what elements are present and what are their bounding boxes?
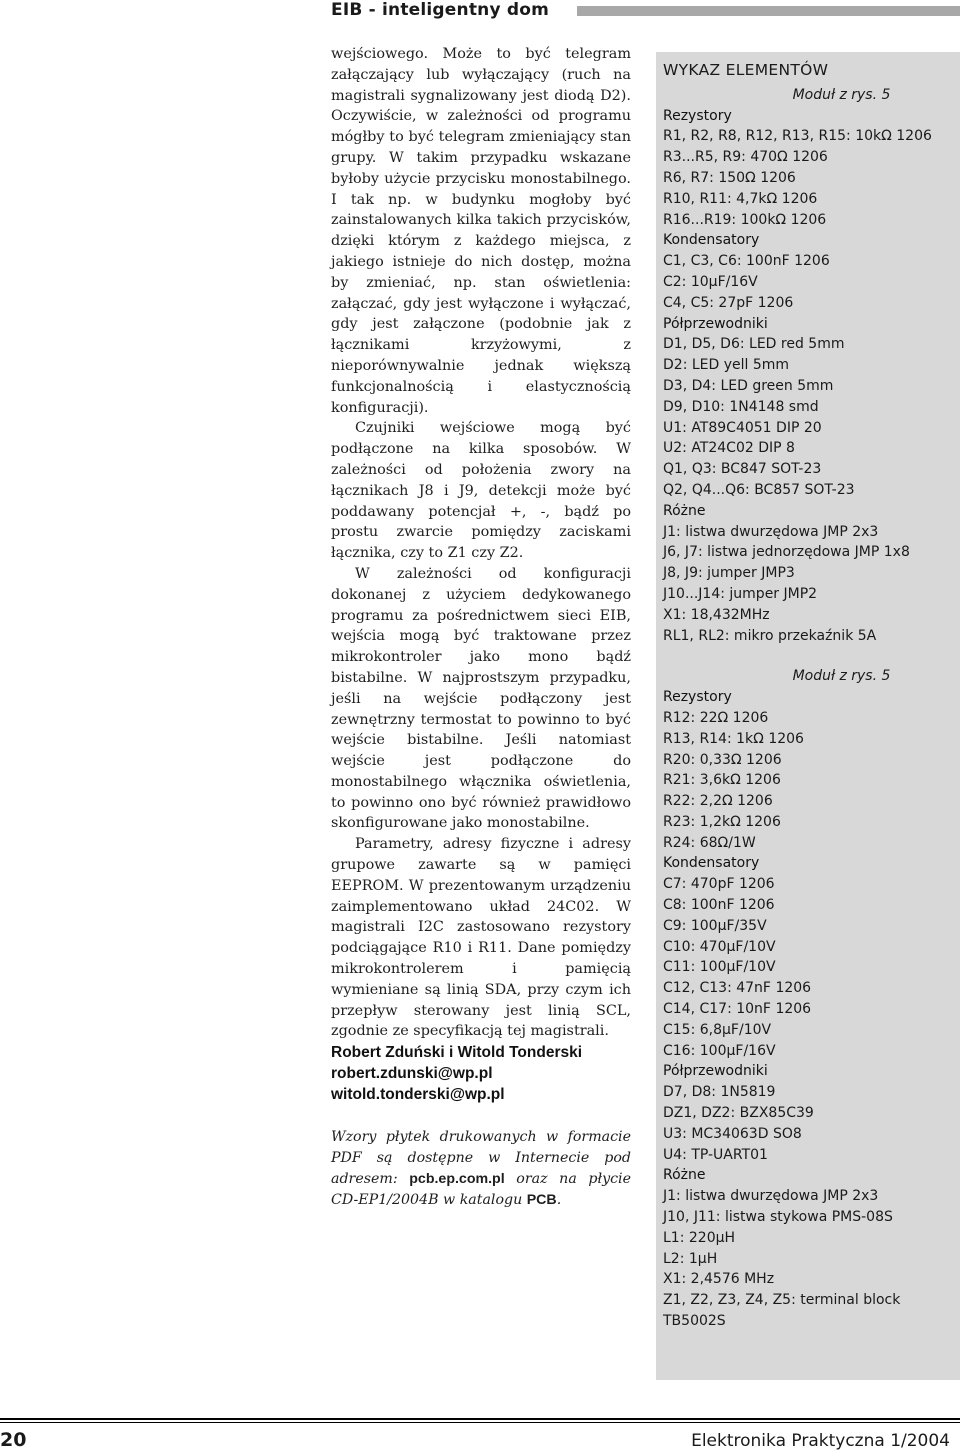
part-item: J10...J14: jumper JMP2 [663, 585, 818, 602]
part-item: R12: 22Ω 1206 [663, 709, 769, 726]
note-link[interactable]: pcb.ep.com.pl [409, 1170, 505, 1187]
body-paragraph: Czujniki wejściowe mogą być podłączone na kilka sposobów. W zależności od położenia zwory na łącznikach J8 i J9, detekcji może być poddawany potencjał +, -, bądź po prostu zwarcie pomiędzy zaciskami łącznika, czy to Z1 czy Z2. [331, 420, 631, 562]
part-item: RL1, RL2: mikro przekaźnik 5A [663, 627, 877, 644]
part-item: C16: 100µF/16V [663, 1042, 776, 1059]
part-item: J1: listwa dwurzędowa JMP 2x3 [663, 1188, 879, 1205]
part-item: C15: 6,8µF/10V [663, 1021, 772, 1038]
author-email-2[interactable]: witold.tonderski@wp.pl [331, 1086, 505, 1104]
part-item: R21: 3,6kΩ 1206 [663, 772, 781, 789]
module-1-parts [663, 106, 950, 647]
footer-rule [0, 1418, 960, 1420]
part-item: J10, J11: listwa stykowa PMS-08S [663, 1209, 893, 1226]
parts-category: Rezystory [663, 689, 732, 706]
parts-category: Różne [663, 502, 706, 519]
part-item: C8: 100nF 1206 [663, 897, 775, 914]
part-item: U3: MC34063D SO8 [663, 1125, 802, 1142]
part-item: C10: 470µF/10V [663, 938, 776, 955]
part-item: X1: 18,432MHz [663, 606, 770, 623]
page-number: 20 [0, 1429, 27, 1451]
footer-rule-thin [0, 1422, 960, 1423]
part-item: R22: 2,2Ω 1206 [663, 793, 773, 810]
module-heading: Moduł z rys. 5 [792, 86, 891, 103]
part-item: R24: 68Ω/1W [663, 834, 756, 851]
part-item: DZ1, DZ2: BZX85C39 [663, 1105, 814, 1122]
article-text-column [331, 44, 631, 1210]
pcb-download-note [331, 1127, 631, 1210]
running-header-title: EIB - inteligentny dom [331, 0, 550, 20]
module-heading: Moduł z rys. 5 [792, 668, 891, 685]
body-paragraph: wejściowego. Może to być telegram załączający lub wyłączający (ruch na magistrali sygnalizowany jest diodą D2). Oczywiście, w zależności od programu mógłby to być telegram zmieniający stan grupy. W takim przypadku wskazane byłoby użycie przycisku monostabilnego. I tak np. w budynku mogłoby być zainstalowanych kilka takich przycisków, dzięki którym z każdego miejsca, z jakiego istnieje do nich dostęp, można by zmieniać, np. stan oświetlenia: załączać, gdy jest wyłączone i wyłączać, gdy jest załączone (podobnie jak z łącznikami krzyżowymi, z nieporównywalnie jednak większą funkcjonalnością i elastycznością konfiguracji). [331, 46, 631, 416]
part-item: C14, C17: 10nF 1206 [663, 1001, 812, 1018]
part-item: D7, D8: 1N5819 [663, 1084, 776, 1101]
part-item: Z1, Z2, Z3, Z4, Z5: terminal block TB5002S [663, 1292, 901, 1330]
authors-block [331, 1042, 631, 1105]
part-item: Q1, Q3: BC847 SOT-23 [663, 461, 822, 478]
note-folder: PCB [526, 1191, 557, 1208]
part-item: R6, R7: 150Ω 1206 [663, 169, 796, 186]
author-names: Robert Zduński i Witold Tonderski [331, 1044, 583, 1062]
part-item: U2: AT24C02 DIP 8 [663, 440, 795, 457]
part-item: L1: 220µH [663, 1229, 736, 1246]
part-item: U4: TP-UART01 [663, 1146, 768, 1163]
header-decorative-bar [577, 6, 960, 16]
module-2-parts [663, 687, 950, 1332]
note-text: . [556, 1191, 562, 1208]
part-item: D9, D10: 1N4148 smd [663, 398, 819, 415]
part-item: J1: listwa dwurzędowa JMP 2x3 [663, 523, 879, 540]
parts-category: Półprzewodniki [663, 315, 768, 332]
part-item: C11: 100µF/10V [663, 959, 776, 976]
part-item: R1, R2, R8, R12, R13, R15: 10kΩ 1206 [663, 128, 932, 145]
part-item: Q2, Q4...Q6: BC857 SOT-23 [663, 481, 855, 498]
part-item: C2: 10µF/16V [663, 273, 758, 290]
part-item: R3...R5, R9: 470Ω 1206 [663, 149, 828, 166]
parts-list-sidebar [656, 52, 960, 1380]
part-item: R10, R11: 4,7kΩ 1206 [663, 190, 818, 207]
body-paragraph: Parametry, adresy fizyczne i adresy grupowe zawarte są w pamięci EEPROM. W prezentowanym urządzeniu zaimplementowano układ 24C02. W magistrali I2C zastosowano rezystory podciągające R10 i R11. Dane pomiędzy mikrokontrolerem i pamięcią wymieniane są linią SDA, przy czym ich przepływ sterowany jest linią SCL, zgodnie ze specyfikacją tej magistrali. [331, 836, 631, 1040]
parts-category: Różne [663, 1167, 706, 1184]
journal-issue: Elektronika Praktyczna 1/2004 [691, 1431, 950, 1451]
part-item: D1, D5, D6: LED red 5mm [663, 336, 845, 353]
parts-list-title: WYKAZ ELEMENTÓW [663, 61, 829, 79]
note-text: oraz na płycie CD-EP1/2004B w katalogu [331, 1170, 631, 1208]
part-item: R23: 1,2kΩ 1206 [663, 813, 781, 830]
part-item: X1: 2,4576 MHz [663, 1271, 775, 1288]
part-item: U1: AT89C4051 DIP 20 [663, 419, 822, 436]
part-item: C9: 100µF/35V [663, 917, 767, 934]
author-email-1[interactable]: robert.zdunski@wp.pl [331, 1065, 493, 1083]
parts-category: Kondensatory [663, 232, 760, 249]
part-item: L2: 1µH [663, 1250, 718, 1267]
part-item: C12, C13: 47nF 1206 [663, 980, 812, 997]
parts-category: Kondensatory [663, 855, 760, 872]
part-item: J8, J9: jumper JMP3 [663, 565, 795, 582]
part-item: R16...R19: 100kΩ 1206 [663, 211, 827, 228]
part-item: C4, C5: 27pF 1206 [663, 294, 794, 311]
part-item: C7: 470pF 1206 [663, 876, 775, 893]
part-item: R20: 0,33Ω 1206 [663, 751, 782, 768]
part-item: J6, J7: listwa jednorzędowa JMP 1x8 [663, 544, 910, 561]
parts-category: Półprzewodniki [663, 1063, 768, 1080]
body-paragraph: W zależności od konfiguracji dokonanej z użyciem dedykowanego programu za pośrednictwem sieci EIB, wejścia mogą być traktowane przez mikrokontroler jako mono bądź bistabilne. W najprostszym przypadku, jeśli na wejście podłączony jest zewnętrzny termostat to powinno to być wejście bistabilne. Jeśli natomiast wejście jest podłączone do monostabilnego włącznika oświetlenia, to powinno ono być również prawidłowo skonfigurowane jako monostabilne. [331, 565, 631, 832]
part-item: R13, R14: 1kΩ 1206 [663, 730, 804, 747]
note-text: Wzory płytek drukowanych w formacie PDF są dostępne w Internecie pod adresem: [331, 1129, 631, 1187]
part-item: D2: LED yell 5mm [663, 357, 790, 374]
part-item: C1, C3, C6: 100nF 1206 [663, 253, 830, 270]
parts-category: Rezystory [663, 107, 732, 124]
part-item: D3, D4: LED green 5mm [663, 377, 834, 394]
